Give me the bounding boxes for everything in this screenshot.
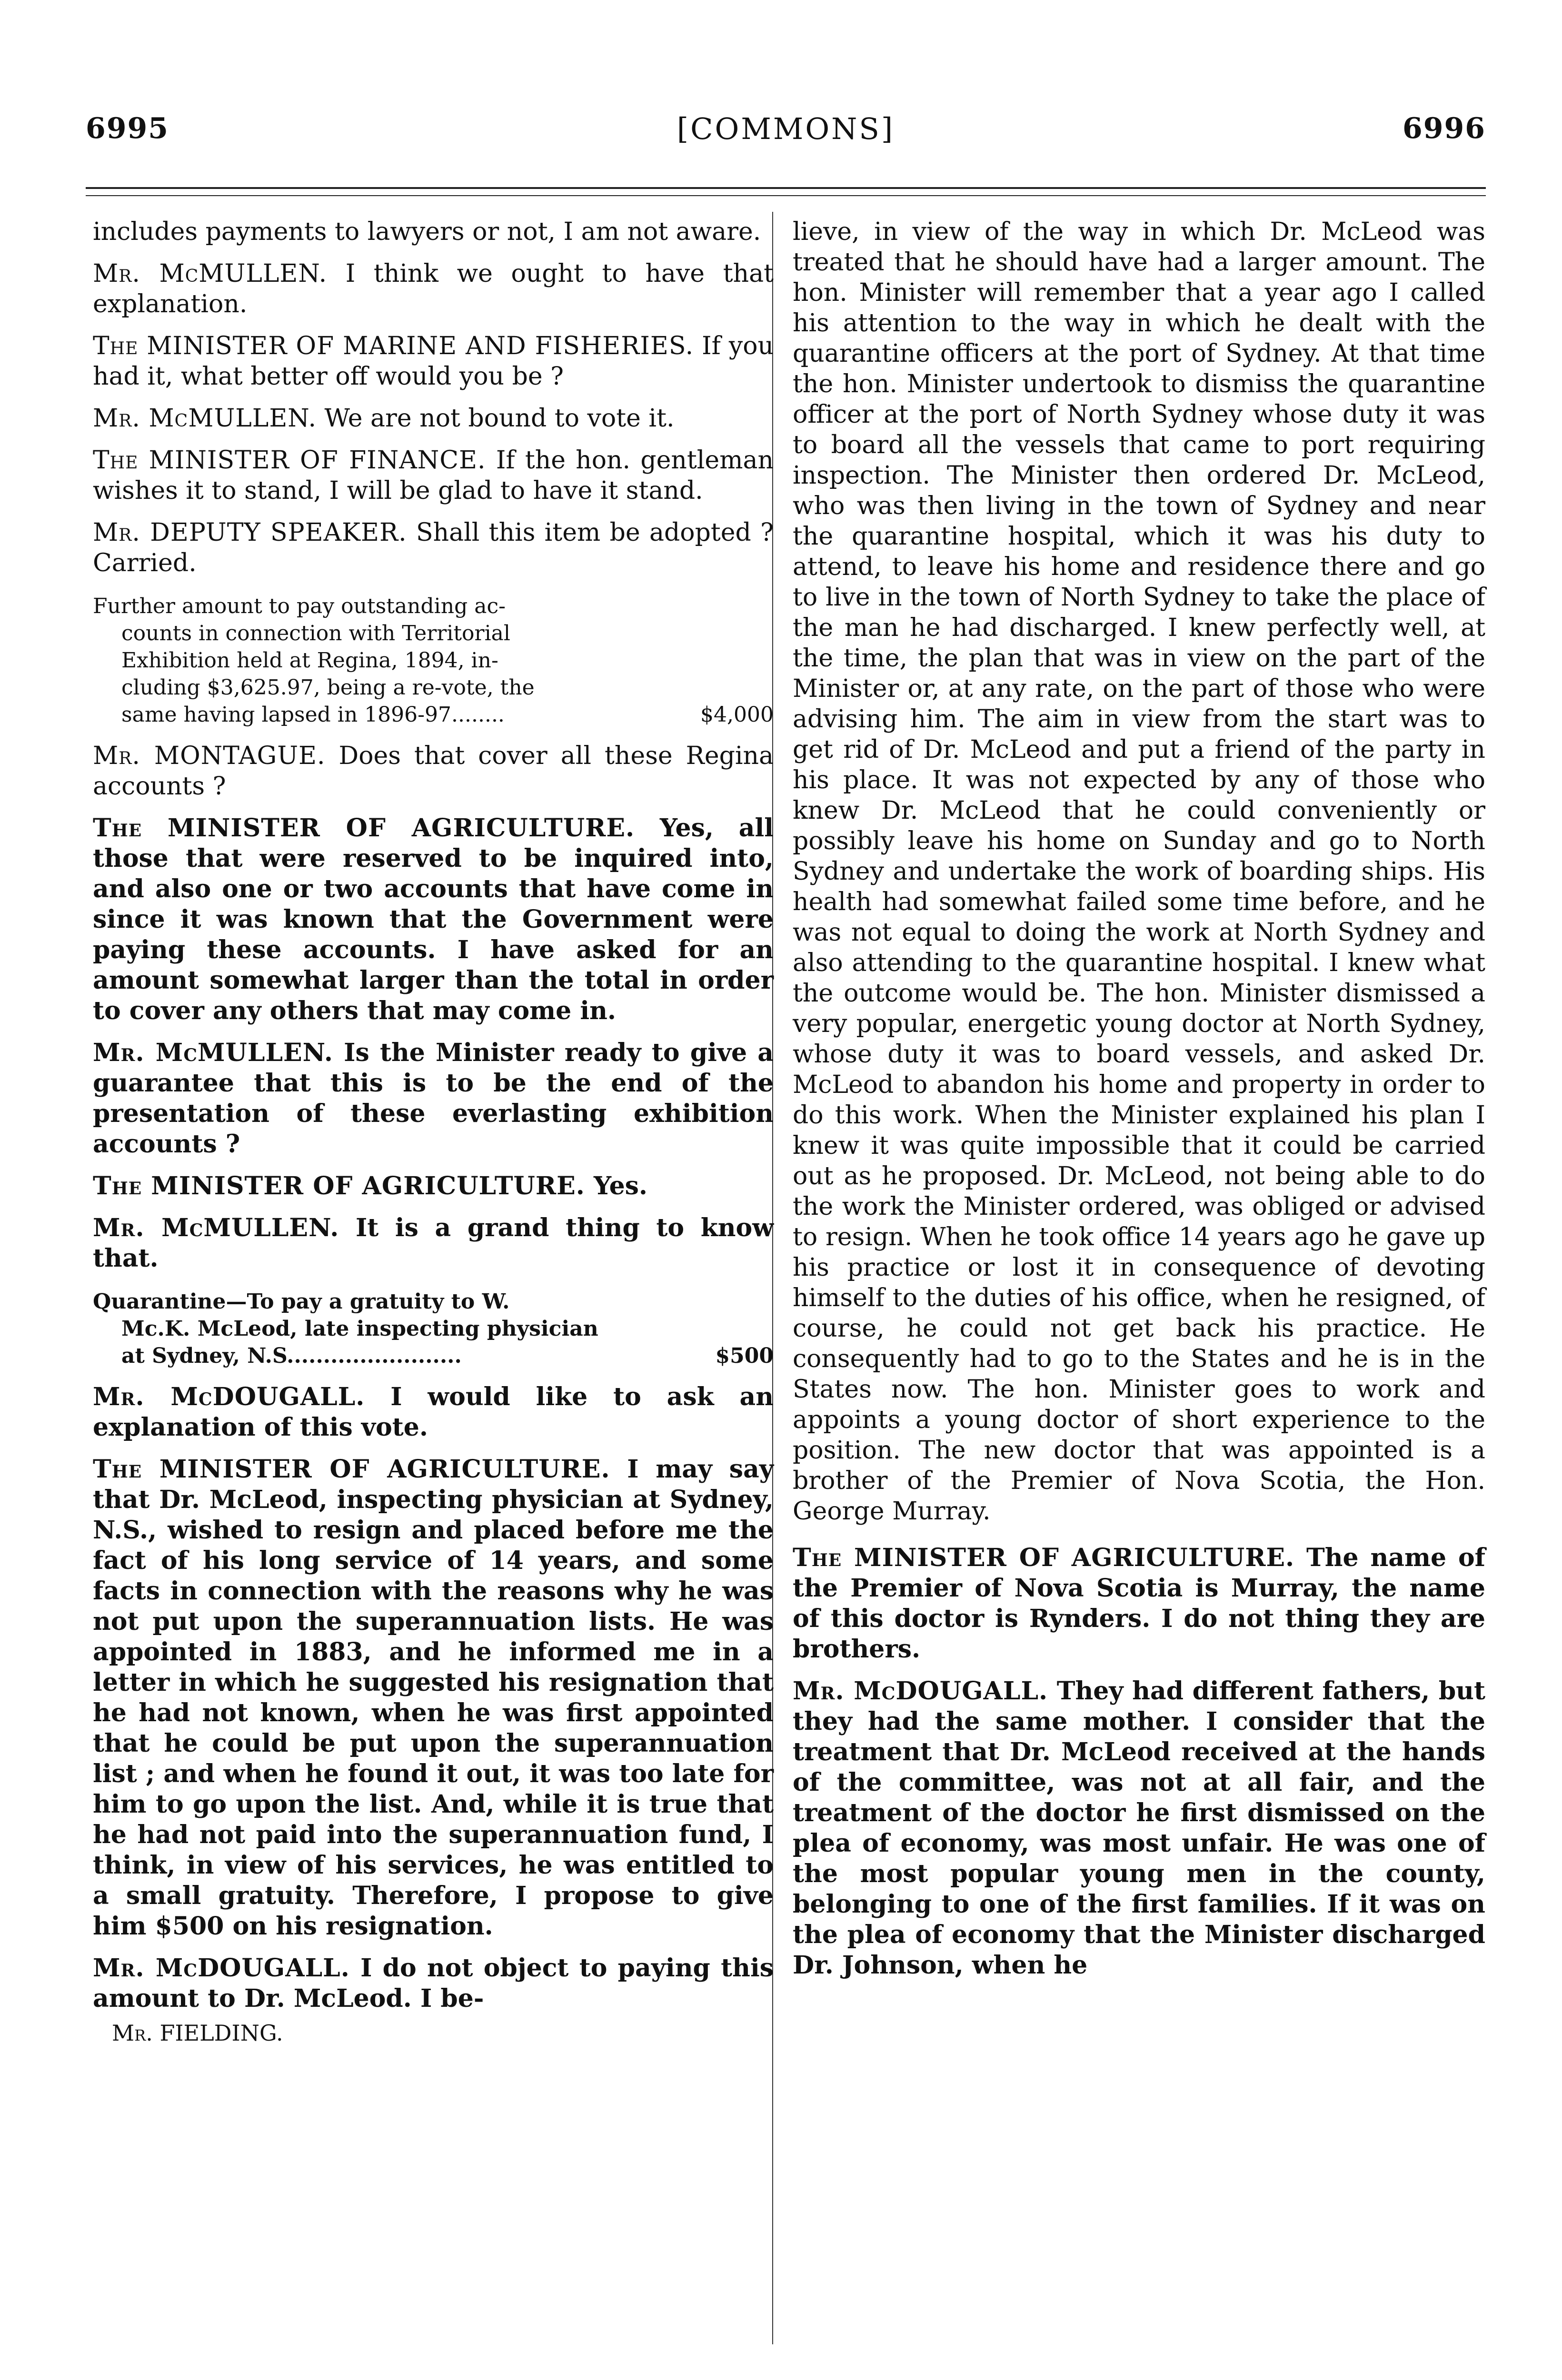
speaker: The MINISTER OF AGRICULTURE. <box>793 1543 1295 1572</box>
speaker: The MINISTER OF AGRICULTURE. <box>93 813 635 843</box>
speech <box>93 331 774 392</box>
page-number-left: 6995 <box>86 112 169 145</box>
speaker: Mr. MONTAGUE. <box>93 742 326 770</box>
right-column <box>793 217 1485 1992</box>
header-rule-thin <box>86 195 1486 196</box>
speaker: Mr. McMULLEN. <box>93 259 328 288</box>
item-line: Further amount to pay outstanding ac- <box>93 594 506 618</box>
speaker: Mr. McDOUGALL. <box>793 1676 1048 1706</box>
speech <box>93 1953 774 2014</box>
speech-text: Yes. <box>593 1171 648 1200</box>
speech <box>93 813 774 1026</box>
speech <box>93 1382 774 1443</box>
item-line: counts in connection with Territorial <box>121 621 510 645</box>
paragraph <box>793 217 1485 1527</box>
speech <box>93 1171 774 1201</box>
item-line: same having lapsed in 1896-97........ <box>121 703 505 727</box>
speech-text: Does that cover all these Regina accounts ? <box>93 742 774 801</box>
speech-text: I may say that Dr. McLeod, inspecting physician at Sydney, N.S., wished to resign and placed before me the fact of his long service of 14 years, and some facts in connection with the reasons why he was not put upon the superannuation lists. He was appointed in 1883, and he informed me in a letter in which he suggested his resignation that he had not known, when he was first appointed that he could be put upon the superannuation list ; and when he found it out, it was too late for him to go upon the list. And, while it is true that he had not paid into the superannuation fund, I think, in view of his services, he was entitled to a small gratuity. Therefore, I propose to give him $500 on his resignation. <box>93 1455 774 1941</box>
speech-text: They had different fathers, but they had the same mother. I consider that the treatment that Dr. McLeod received at the hands of the committee, was not at all fair, and the treatment of the doctor he first dismissed on the plea of economy, was most unfair. He was one of the most popular young men in the county, belonging to one of the first families. If it was on the plea of economy that the Minister discharged Dr. Johnson, when he <box>793 1676 1486 1980</box>
item-amount: $500 <box>715 1344 774 1368</box>
speech-text: If the hon. gentleman wishes it to stand, I will be glad to have it stand. <box>93 446 774 505</box>
speaker: The MINISTER OF FINANCE. <box>93 446 486 475</box>
speech <box>93 403 774 434</box>
footer-speaker: Mr. FIELDING. <box>112 2020 283 2046</box>
speech <box>793 1543 1485 1665</box>
speaker: Mr. McMULLEN. <box>93 1213 339 1242</box>
speech <box>93 1454 774 1942</box>
speaker: The MINISTER OF AGRICULTURE. <box>93 1455 610 1484</box>
speech-text: The name of the Premier of Nova Scotia is Murray, the name of this doctor is Rynders. I do not thing they are brothers. <box>793 1543 1486 1664</box>
speaker: Mr. McDOUGALL. <box>93 1382 365 1411</box>
speech <box>93 1213 774 1274</box>
speech <box>793 1676 1485 1981</box>
page-header <box>86 102 1486 155</box>
header-rule-thick <box>86 187 1486 189</box>
estimate-item <box>93 593 774 728</box>
item-line: at Sydney, N.S........................ <box>121 1344 462 1368</box>
paragraph-text: includes payments to lawyers or not, I am not aware. <box>93 218 761 246</box>
speech <box>93 1038 774 1160</box>
paragraph <box>93 217 774 247</box>
speaker: The MINISTER OF AGRICULTURE. <box>93 1171 585 1200</box>
speech-text: We are not bound to vote it. <box>324 404 675 433</box>
speech-text: Is the Minister ready to give a guarantee that this is to be the end of the presentation of these everlasting exhibition accounts ? <box>93 1038 774 1159</box>
speech <box>93 517 774 578</box>
item-amount-line <box>93 1342 774 1369</box>
item-line: Mc.K. McLeod, late inspecting physician <box>121 1317 598 1341</box>
speaker: Mr. McMULLEN. <box>93 404 317 433</box>
speech-text: I would like to ask an explanation of this vote. <box>93 1382 774 1442</box>
speaker: Mr. DEPUTY SPEAKER. <box>93 518 407 547</box>
speaker: Mr. McDOUGALL. <box>93 1954 350 1983</box>
speech-text: It is a grand thing to know that. <box>93 1213 774 1273</box>
speech-text: I think we ought to have that explanation. <box>93 259 774 318</box>
speech-text: Shall this item be adopted ? Carried. <box>93 518 774 577</box>
running-title: [COMMONS] <box>677 111 895 146</box>
speech <box>93 258 774 319</box>
estimate-item <box>93 1288 774 1369</box>
speech <box>93 741 774 802</box>
speech-text: If you had it, what better off would you be ? <box>93 332 774 391</box>
item-line: Exhibition held at Regina, 1894, in- <box>121 648 498 673</box>
left-column <box>93 217 774 2048</box>
item-line: cluding $3,625.97, being a re-vote, the <box>121 675 535 700</box>
speech-text: Yes, all those that were reserved to be inquired into, and also one or two accounts that have come in since it was known that the Government were paying these accounts. I have asked for an amount somewhat larger than the total in order to cover any others that may come in. <box>93 813 774 1025</box>
page-number-right: 6996 <box>1402 112 1486 145</box>
item-amount: $4,000 <box>700 703 774 727</box>
speaker: The MINISTER OF MARINE AND FISHERIES. <box>93 332 694 360</box>
paragraph-text: lieve, in view of the way in which Dr. McLeod was treated that he should have had a larger amount. The hon. Minister will remember that a year ago I called his attention to the way in which he dealt with the quarantine officers at the port of Sydney. At that time the hon. Minister undertook to dismiss the quarantine officer at the port of North Sydney whose duty it was to board all the vessels that came to port requiring inspection. The Minister then ordered Dr. McLeod, who was then living in the town of Sydney and near the quarantine hospital, which it was his duty to attend, to leave his home and residence there and go to live in the town of North Sydney to take the place of the man he had discharged. I knew perfectly well, at the time, the plan that was in view on the part of the Minister or, at any rate, on the part of those who were advising him. The aim in view from the start was to get rid of Dr. McLeod and put a friend of the party in his place. It was not expected by any of those who knew Dr. McLeod that he could conveniently or possibly leave his home on Sunday and go to North Sydney and undertake the work of boarding ships. His health had somewhat failed some time before, and he was not equal to doing the work at North Sydney and also attending to the quarantine hospital. I knew what the outcome would be. The hon. Minister dismissed a very popular, energetic young doctor at North Sydney, whose duty it was to board vessels, and asked Dr. McLeod to abandon his home and property in order to do this work. When the Minister explained his plan I knew it was quite impossible that it could be carried out as he proposed. Dr. McLeod, not being able to do the work the Minister ordered, was obliged or advised to resign. When he took office 14 years ago he gave up his practice or lost it in consequence of devoting himself to the duties of his office, when he resigned, of course, he could not get back his practice. He consequently had to go to the States and he is in the States now. The hon. Minister goes to work and appoints a young doctor of short experience to the position. The new doctor that was appointed is a brother of the Premier of Nova Scotia, the Hon. George Murray. <box>793 218 1485 1526</box>
item-line: Quarantine—To pay a gratuity to W. <box>93 1289 510 1314</box>
item-amount-line <box>93 701 774 728</box>
speech-text: I do not object to paying this amount to Dr. McLeod. I be- <box>93 1954 774 2013</box>
speaker: Mr. McMULLEN. <box>93 1038 333 1067</box>
speech <box>93 445 774 506</box>
